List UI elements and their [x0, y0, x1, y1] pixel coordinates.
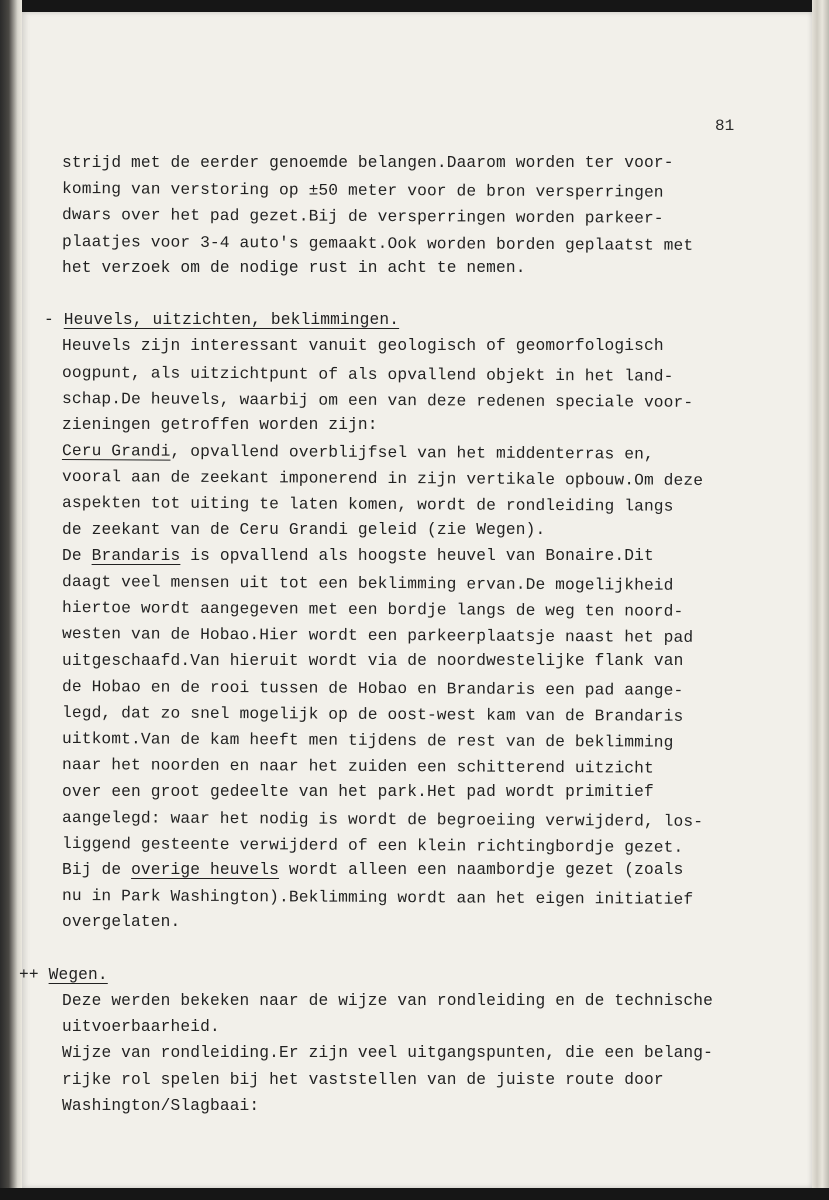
text-line: Heuvels zijn interessant vanuit geologisch of geomorfologisch — [62, 337, 664, 356]
text-line: liggend gesteente verwijderd of een klein richtingbordje gezet. — [61, 834, 684, 857]
text-line: naar het noorden en naar het zuiden een schitterend uitzicht — [61, 756, 654, 778]
text-line: overgelaten. — [62, 913, 181, 932]
text-line: uitkomt.Van de kam heeft men tijdens de rest van de beklimming — [61, 730, 674, 752]
text-line: de zeekant van de Ceru Grandi geleid (zie Wegen). — [62, 520, 546, 539]
text-line: nu in Park Washington).Beklimming wordt aan het eigen initiatief — [61, 887, 694, 910]
text-line: Wijze van rondleiding.Er zijn veel uitgangspunten, die een belang- — [62, 1044, 714, 1063]
book-spine-shadow — [0, 0, 22, 1200]
text-line: over een groot gedeelte van het park.Het pad wordt primitief — [62, 782, 654, 801]
text-line: zieningen getroffen worden zijn: — [62, 415, 378, 434]
section-heading: Heuvels, uitzichten, beklimmingen. — [63, 311, 400, 330]
scan-bottom-border — [0, 1188, 829, 1200]
text-line: strijd met de eerder genoemde belangen.Daarom worden ter voor- — [62, 154, 674, 172]
document-body — [19, 150, 752, 1119]
text-line: dwars over het pad gezet.Bij de versperringen worden parkeer- — [61, 206, 664, 229]
text-line: het verzoek om de nodige rust in acht te nemen. — [62, 258, 526, 277]
text-line: Washington/Slagbaai: — [62, 1096, 260, 1115]
page-number: 81 — [715, 117, 735, 135]
section-heading-line — [19, 962, 709, 988]
text-line: daagt veel mensen uit tot een beklimming ervan.De mogelijkheid — [61, 573, 674, 595]
text-line: hiertoe wordt aangegeven met een bordje langs de weg ten noord- — [61, 599, 684, 621]
scan-top-border — [0, 0, 829, 12]
text-line: aangelegd: waar het nodig is wordt de begroeiing verwijderd, los- — [61, 808, 704, 831]
section-wegen — [19, 962, 752, 1119]
text-line: vooral aan de zeekant imponerend in zijn vertikale opbouw.Om deze — [61, 468, 704, 491]
text-fragment: is opvallend als hoogste heuvel van Bonaire.Dit — [180, 546, 654, 565]
section-heuvels — [44, 307, 752, 936]
paragraph-continuation — [62, 150, 752, 281]
text-line: uitgeschaafd.Van hieruit wordt via de noordwestelijke flank van — [62, 651, 684, 670]
section-heading: Wegen. — [48, 965, 108, 984]
text-fragment: wordt alleen een naambordje gezet (zoals — [279, 861, 684, 880]
heading-marker: - — [44, 311, 64, 330]
heading-marker: ++ — [19, 965, 49, 984]
text-line — [62, 543, 752, 569]
page-edges — [812, 0, 829, 1200]
text-line: westen van de Hobao.Hier wordt een parkeerplaatsje naast het pad — [61, 625, 694, 648]
text-fragment: , opvallend overblijfsel van het middenterras en, — [170, 442, 654, 464]
text-line: plaatjes voor 3-4 auto's gemaakt.Ook worden borden geplaatst met — [61, 232, 694, 255]
term-ceru-grandi: Ceru Grandi — [61, 442, 171, 461]
text-line: legd, dat zo snel mogelijk op de oost-west kam van de Brandaris — [61, 703, 684, 726]
text-line: Deze werden bekeken naar de wijze van rondleiding en de technische — [62, 992, 714, 1010]
text-fragment: Bij de — [62, 861, 132, 880]
text-line: uitvoerbaarheid. — [62, 1018, 220, 1037]
term-brandaris: Brandaris — [91, 546, 181, 565]
text-line: rijke rol spelen bij het vaststellen van de juiste route door — [62, 1070, 664, 1089]
text-line — [62, 857, 752, 883]
text-line: aspekten tot uiting te laten komen, wordt de rondleiding langs — [61, 494, 674, 517]
text-line: schap.De heuvels, waarbij om een van deze redenen speciale voor- — [61, 389, 694, 412]
text-fragment: De — [62, 546, 92, 565]
text-line: de Hobao en de rooi tussen de Hobao en Brandaris een pad aange- — [61, 677, 684, 700]
term-overige-heuvels: overige heuvels — [131, 861, 280, 880]
text-line: koming van verstoring op ±50 meter voor de bron versperringen — [61, 180, 664, 202]
text-line: oogpunt, als uitzichtpunt of als opvallend objekt in het land- — [61, 363, 674, 386]
section-heading-line — [44, 307, 734, 333]
